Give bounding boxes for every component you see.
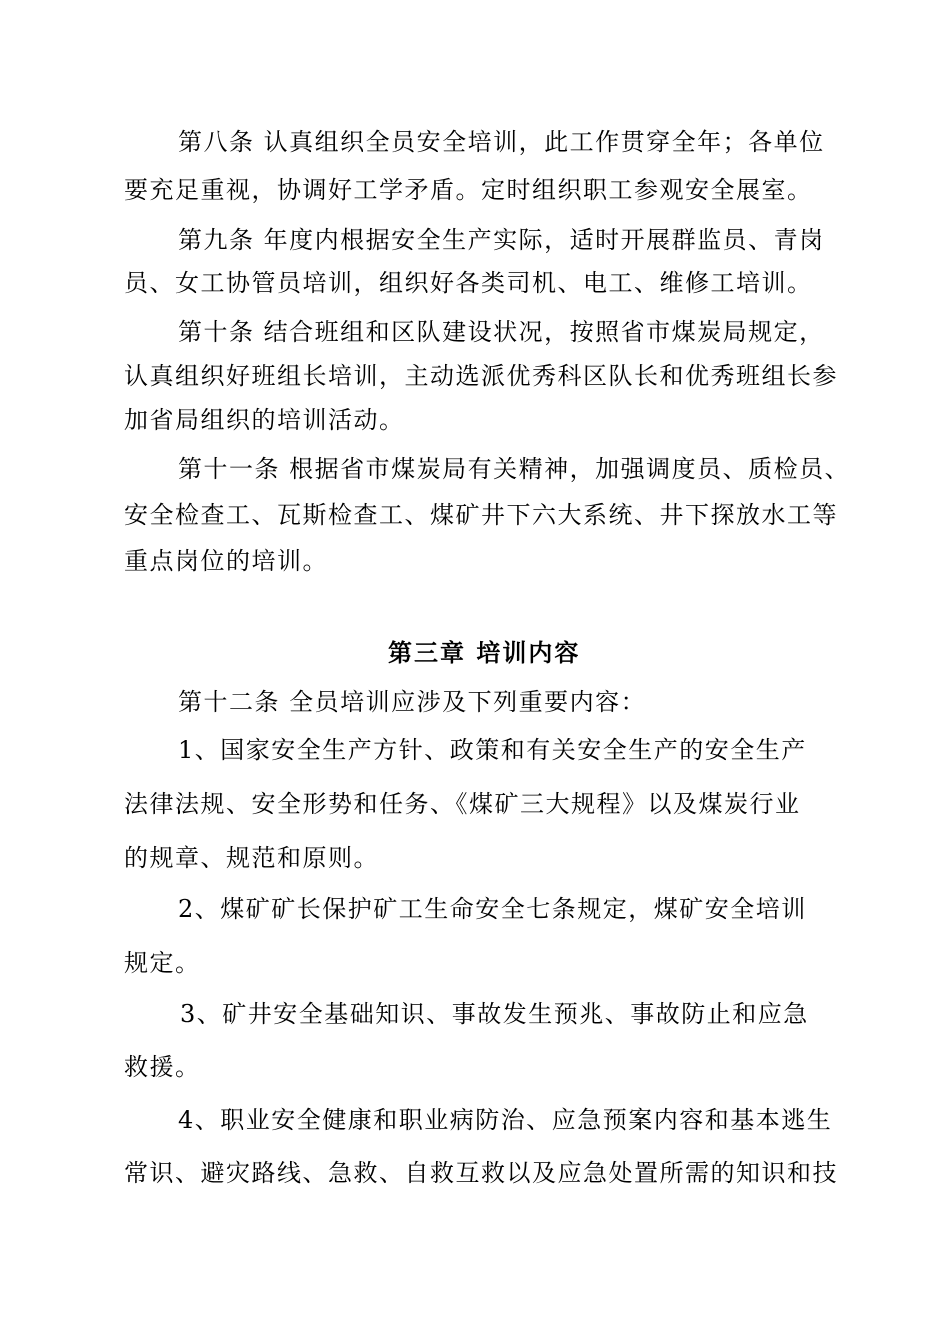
article-10-line-1: 第十条 结合班组和区队建设状况，按照省市煤炭局规定， (178, 318, 825, 346)
article-10-line-3: 加省局组织的培训活动。 (124, 406, 405, 434)
item-1-line-3: 的规章、规范和原则。 (124, 844, 379, 872)
item-2-line-2: 规定。 (124, 949, 201, 977)
item-4-line-2: 常识、避灾路线、急救、自救互救以及应急处置所需的知识和技 (124, 1159, 838, 1187)
article-8-line-1: 第八条 认真组织全员安全培训，此工作贯穿全年；各单位 (178, 128, 825, 156)
article-9-line-1: 第九条 年度内根据安全生产实际，适时开展群监员、青岗 (178, 226, 825, 254)
article-10-line-2: 认真组织好班组长培训，主动选派优秀科区队长和优秀班组长参 (124, 362, 838, 390)
article-11-line-2: 安全检查工、瓦斯检查工、煤矿井下六大系统、井下探放水工等 (124, 501, 838, 529)
chapter-3-heading: 第三章 培训内容 (388, 638, 581, 667)
article-9-line-2: 员、女工协管员培训，组织好各类司机、电工、维修工培训。 (124, 269, 813, 297)
item-3-line-1: 3、矿井安全基础知识、事故发生预兆、事故防止和应急 (180, 1000, 809, 1028)
article-12-line-1: 第十二条 全员培训应涉及下列重要内容： (178, 688, 647, 716)
item-4-line-1: 4、职业安全健康和职业病防治、应急预案内容和基本逃生 (178, 1106, 833, 1134)
article-11-line-3: 重点岗位的培训。 (124, 547, 328, 575)
article-8-line-2: 要充足重视，协调好工学矛盾。定时组织职工参观安全展室。 (124, 176, 813, 204)
item-1-line-2: 法律法规、安全形势和任务、《煤矿三大规程》以及煤炭行业 (124, 790, 801, 818)
item-3-line-2: 救援。 (124, 1053, 201, 1081)
item-1-line-1: 1、国家安全生产方针、政策和有关安全生产的安全生产 (178, 736, 807, 764)
item-2-line-1: 2、煤矿矿长保护矿工生命安全七条规定，煤矿安全培训 (178, 895, 807, 923)
article-11-line-1: 第十一条 根据省市煤炭局有关精神，加强调度员、质检员、 (178, 455, 851, 483)
